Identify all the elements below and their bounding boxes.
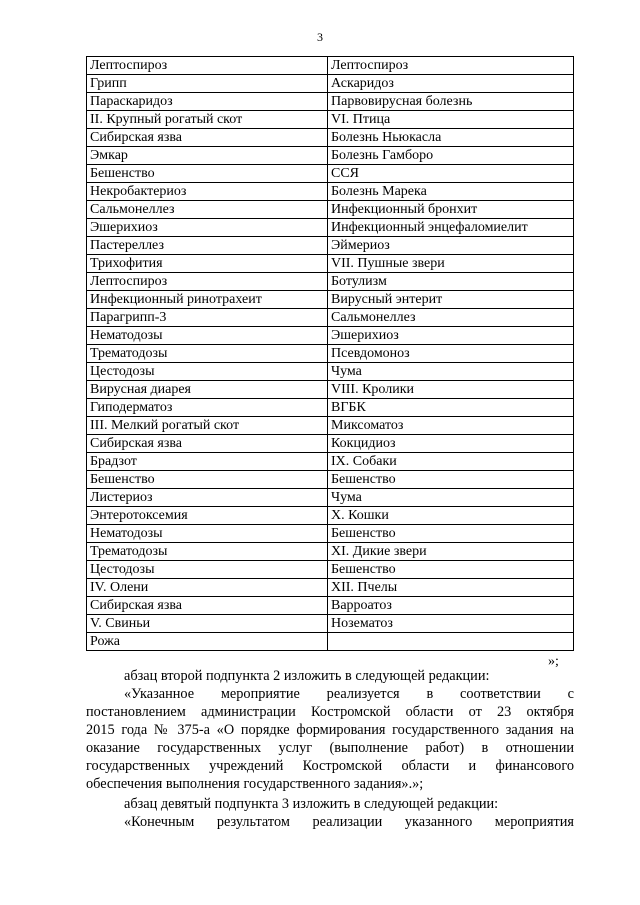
table-row — [87, 147, 574, 165]
table-row — [87, 543, 574, 561]
table-cell-right: X. Кошки — [328, 507, 574, 525]
table-row — [87, 381, 574, 399]
table-row — [87, 453, 574, 471]
table-cell-right: Бешенство — [328, 561, 574, 579]
table-row — [87, 399, 574, 417]
table-row — [87, 219, 574, 237]
table-cell-left: Пастереллез — [87, 237, 328, 255]
table-cell-right: Сальмонеллез — [328, 309, 574, 327]
page-number: 3 — [317, 30, 323, 44]
table-cell-left: Рожа — [87, 633, 328, 651]
table-row — [87, 93, 574, 111]
table-cell-left: Лептоспироз — [87, 57, 328, 75]
table-row — [87, 237, 574, 255]
table-row — [87, 363, 574, 381]
table-cell-left: Брадзот — [87, 453, 328, 471]
paragraph-text-line: постановлением администрации Костромской области от 23 октября — [86, 704, 574, 720]
table-cell-left: IV. Олени — [87, 579, 328, 597]
paragraph-text-line: оказание государственных услуг (выполнение работ) в отношении — [86, 740, 574, 756]
table-cell-right: Нозематоз — [328, 615, 574, 633]
table-cell-right: Ботулизм — [328, 273, 574, 291]
table-row — [87, 489, 574, 507]
table-row — [87, 471, 574, 489]
table-cell-right: Эшерихиоз — [328, 327, 574, 345]
table-cell-left: II. Крупный рогатый скот — [87, 111, 328, 129]
table-row — [87, 435, 574, 453]
table-cell-left: Парагрипп-3 — [87, 309, 328, 327]
table-cell-right: XI. Дикие звери — [328, 543, 574, 561]
table-cell-left: Сибирская язва — [87, 129, 328, 147]
table-row — [87, 291, 574, 309]
paragraph-instruction-1: абзац второй подпункта 2 изложить в следующей редакции: — [124, 668, 490, 684]
table-row — [87, 525, 574, 543]
table-row — [87, 57, 574, 75]
table-cell-left: Нематодозы — [87, 327, 328, 345]
table-cell-right: XII. Пчелы — [328, 579, 574, 597]
table-row — [87, 129, 574, 147]
table-row — [87, 201, 574, 219]
table-cell-left: Цестодозы — [87, 561, 328, 579]
table-cell-right: Болезнь Ньюкасла — [328, 129, 574, 147]
table-row — [87, 561, 574, 579]
table-cell-left: Инфекционный ринотрахеит — [87, 291, 328, 309]
table-cell-right: VIII. Кролики — [328, 381, 574, 399]
table-cell-left: Трихофития — [87, 255, 328, 273]
table-cell-left: Трематодозы — [87, 345, 328, 363]
table-row — [87, 507, 574, 525]
paragraph-text-line: «Указанное мероприятие реализуется в соответствии с — [124, 686, 574, 702]
table-cell-left: Энтеротоксемия — [87, 507, 328, 525]
paragraph-text-line: государственных учреждений Костромской области и финансового — [86, 758, 574, 774]
table-row — [87, 633, 574, 651]
table-cell-right: Парвовирусная болезнь — [328, 93, 574, 111]
table-row — [87, 273, 574, 291]
table-cell-right: Вирусный энтерит — [328, 291, 574, 309]
paragraph-instruction-2: абзац девятый подпункта 3 изложить в следующей редакции: — [124, 796, 499, 812]
table-row — [87, 75, 574, 93]
table-cell-left: Лептоспироз — [87, 273, 328, 291]
table-cell-left: Сибирская язва — [87, 435, 328, 453]
table-cell-right: VII. Пушные звери — [328, 255, 574, 273]
table-row — [87, 183, 574, 201]
table-row — [87, 165, 574, 183]
table-cell-left: Некробактериоз — [87, 183, 328, 201]
table-cell-right: ССЯ — [328, 165, 574, 183]
table-cell-left: Вирусная диарея — [87, 381, 328, 399]
table-cell-left: Гиподерматоз — [87, 399, 328, 417]
table-cell-right: Лептоспироз — [328, 57, 574, 75]
table-cell-right: Кокцидиоз — [328, 435, 574, 453]
table-row — [87, 417, 574, 435]
table-cell-right: Миксоматоз — [328, 417, 574, 435]
paragraph-text-line: обеспечения выполнения государственного задания».»; — [86, 776, 424, 792]
table-cell-left: Эмкар — [87, 147, 328, 165]
table-cell-right: Бешенство — [328, 525, 574, 543]
table-row — [87, 345, 574, 363]
paragraph-text-line: «Конечным результатом реализации указанного мероприятия — [124, 814, 574, 830]
table-cell-right: Болезнь Гамборо — [328, 147, 574, 165]
table-cell-left: Листериоз — [87, 489, 328, 507]
table-cell-right: Бешенство — [328, 471, 574, 489]
table-cell-right: IX. Собаки — [328, 453, 574, 471]
table-cell-left: Грипп — [87, 75, 328, 93]
table-row — [87, 579, 574, 597]
closing-quote: »; — [548, 654, 559, 669]
table-cell-right: VI. Птица — [328, 111, 574, 129]
table-cell-right: Псевдомоноз — [328, 345, 574, 363]
table-cell-right: Эймериоз — [328, 237, 574, 255]
table-cell-left: Цестодозы — [87, 363, 328, 381]
table-row — [87, 255, 574, 273]
table-cell-left: Сибирская язва — [87, 597, 328, 615]
table-cell-right — [328, 633, 574, 651]
table-cell-right: Инфекционный энцефаломиелит — [328, 219, 574, 237]
table-cell-left: Нематодозы — [87, 525, 328, 543]
table-cell-left: Бешенство — [87, 471, 328, 489]
table-cell-left: Эшерихиоз — [87, 219, 328, 237]
table-cell-left: Трематодозы — [87, 543, 328, 561]
table-row — [87, 615, 574, 633]
paragraph-text-line: 2015 года № 375-а «О порядке формирования государственного задания на — [86, 722, 574, 738]
table-cell-left: V. Свиньи — [87, 615, 328, 633]
table-row — [87, 111, 574, 129]
table-cell-right: ВГБК — [328, 399, 574, 417]
table-cell-right: Варроатоз — [328, 597, 574, 615]
table-cell-right: Чума — [328, 489, 574, 507]
table-cell-left: Сальмонеллез — [87, 201, 328, 219]
table-cell-right: Аскаридоз — [328, 75, 574, 93]
table-row — [87, 597, 574, 615]
table-cell-right: Чума — [328, 363, 574, 381]
table-cell-left: Бешенство — [87, 165, 328, 183]
table-cell-left: III. Мелкий рогатый скот — [87, 417, 328, 435]
table-row — [87, 309, 574, 327]
table-cell-right: Инфекционный бронхит — [328, 201, 574, 219]
table-cell-right: Болезнь Марека — [328, 183, 574, 201]
table-row — [87, 327, 574, 345]
disease-table — [86, 56, 574, 651]
table-cell-left: Параскаридоз — [87, 93, 328, 111]
